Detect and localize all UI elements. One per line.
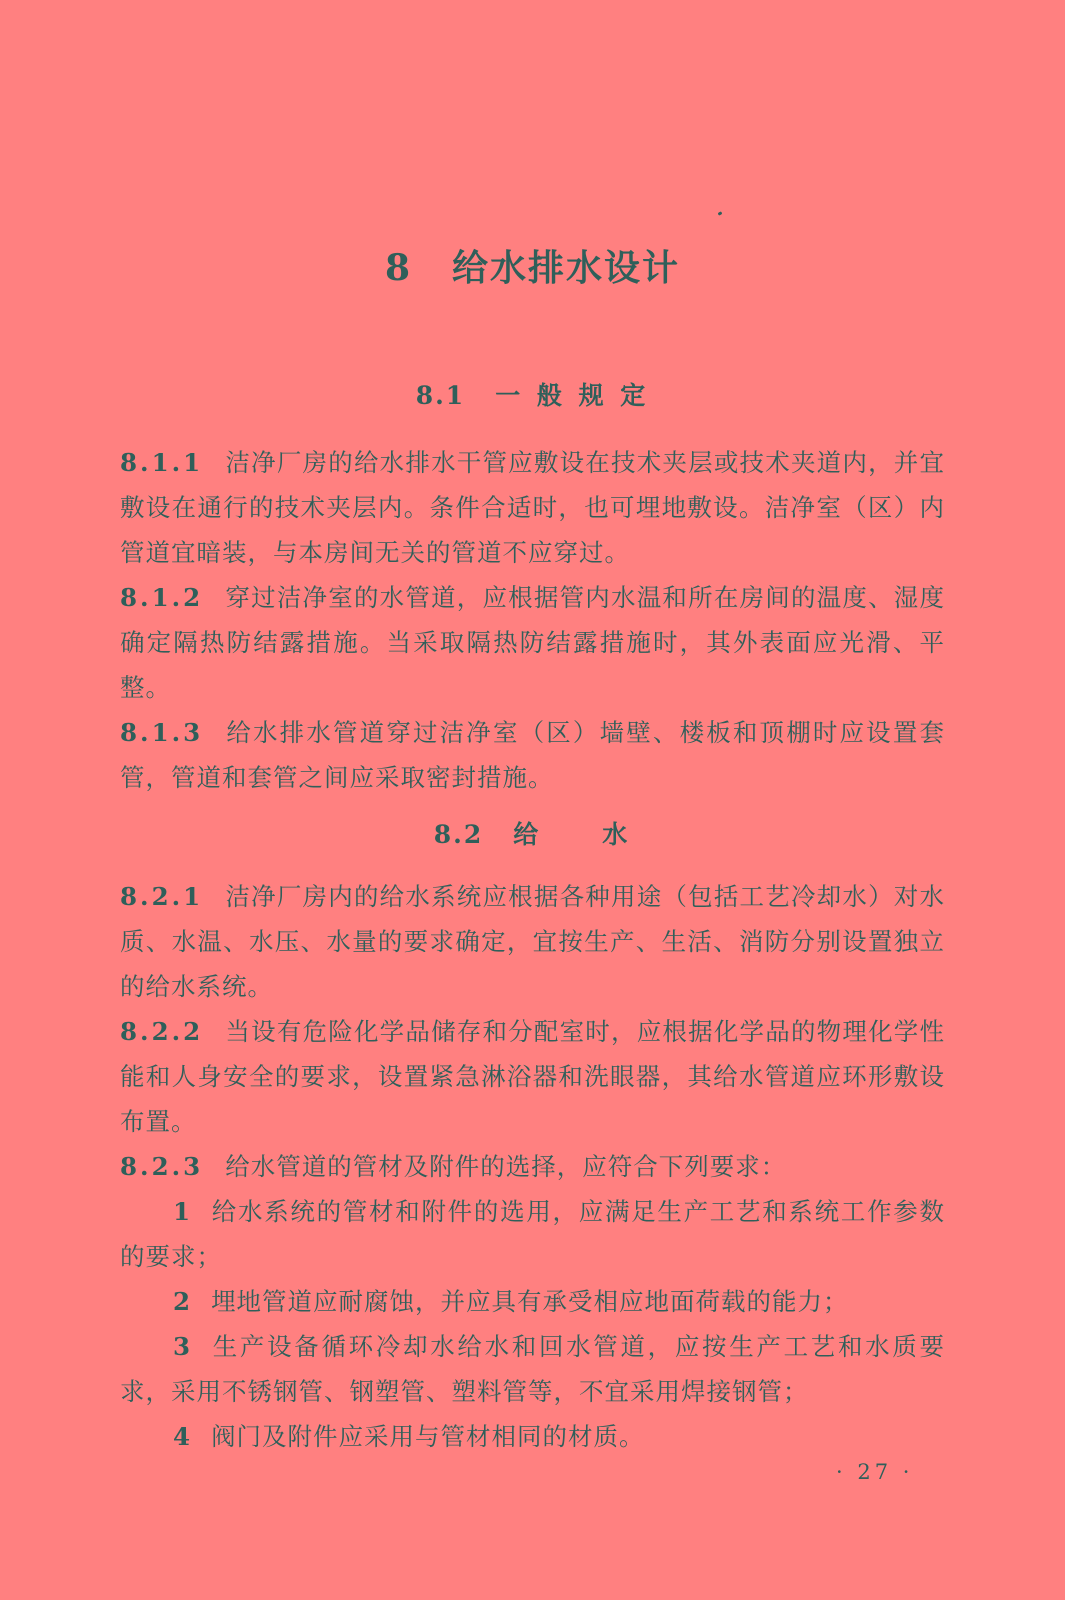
- section-title-right: 水: [602, 820, 632, 849]
- clause-8-2-1: [120, 874, 945, 1009]
- clause-8-2-2: [120, 1009, 945, 1144]
- list-item-3: [120, 1324, 945, 1414]
- clause-text: 给水管道的管材及附件的选择，应符合下列要求：: [225, 1152, 787, 1181]
- list-item-2: [120, 1279, 945, 1324]
- section-title-left: 给: [513, 820, 543, 849]
- clause-8-1-2: [120, 575, 945, 710]
- section-title-8-1: [0, 376, 1065, 412]
- chapter-title-text: 给水排水设计: [452, 247, 681, 289]
- clause-8-1-1: [120, 440, 945, 575]
- item-text: 给水系统的管材和附件的选用，应满足生产工艺和系统工作参数的要求；: [120, 1197, 945, 1271]
- clause-number: 8.2.3: [120, 1152, 204, 1181]
- list-item-1: [120, 1189, 945, 1279]
- clause-text: 给水排水管道穿过洁净室（区）墙壁、楼板和顶棚时应设置套管，管道和套管之间应采取密封措施。: [120, 718, 945, 792]
- clause-text: 当设有危险化学品储存和分配室时，应根据化学品的物理化学性能和人身安全的要求，设置紧急淋浴器和洗眼器，其给水管道应环形敷设布置。: [120, 1017, 945, 1136]
- clause-number: 8.1.3: [120, 718, 204, 747]
- section-8-2-body: [120, 874, 945, 1459]
- chapter-number: 8: [384, 247, 413, 289]
- clause-number: 8.1.1: [120, 448, 204, 477]
- clause-number: 8.2.2: [120, 1017, 204, 1046]
- clause-text: 洁净厂房的给水排水干管应敷设在技术夹层或技术夹道内，并宜敷设在通行的技术夹层内。条件合适时，也可埋地敷设。洁净室（区）内管道宜暗装，与本房间无关的管道不应穿过。: [120, 448, 945, 567]
- chapter-title: [0, 240, 1065, 291]
- clause-8-1-3: [120, 710, 945, 800]
- list-item-4: [120, 1414, 945, 1459]
- clause-number: 8.2.1: [120, 882, 204, 911]
- item-number: 2: [173, 1287, 192, 1316]
- clause-8-2-3: [120, 1144, 945, 1189]
- item-text: 埋地管道应耐腐蚀，并应具有承受相应地面荷载的能力；: [211, 1287, 849, 1316]
- section-number: 8.1: [415, 381, 466, 410]
- item-text: 阀门及附件应采用与管材相同的材质。: [211, 1422, 645, 1451]
- section-title-8-2: [0, 815, 1065, 851]
- clause-number: 8.1.2: [120, 583, 204, 612]
- section-number: 8.2: [433, 820, 484, 849]
- print-speck: [718, 211, 723, 216]
- item-number: 1: [173, 1197, 192, 1226]
- clause-text: 穿过洁净室的水管道，应根据管内水温和所在房间的温度、湿度确定隔热防结露措施。当采取隔热防结露措施时，其外表面应光滑、平整。: [120, 583, 945, 702]
- item-text: 生产设备循环冷却水给水和回水管道，应按生产工艺和水质要求，采用不锈钢管、钢塑管、塑料管等，不宜采用焊接钢管；: [120, 1332, 945, 1406]
- section-8-1-body: [120, 440, 945, 800]
- clause-text: 洁净厂房内的给水系统应根据各种用途（包括工艺冷却水）对水质、水温、水压、水量的要求确定，宜按生产、生活、消防分别设置独立的给水系统。: [120, 882, 945, 1001]
- item-number: 3: [173, 1332, 192, 1361]
- section-title-text: 一 般 规 定: [495, 381, 650, 410]
- page-number: · 27 ·: [836, 1460, 914, 1484]
- item-number: 4: [173, 1422, 192, 1451]
